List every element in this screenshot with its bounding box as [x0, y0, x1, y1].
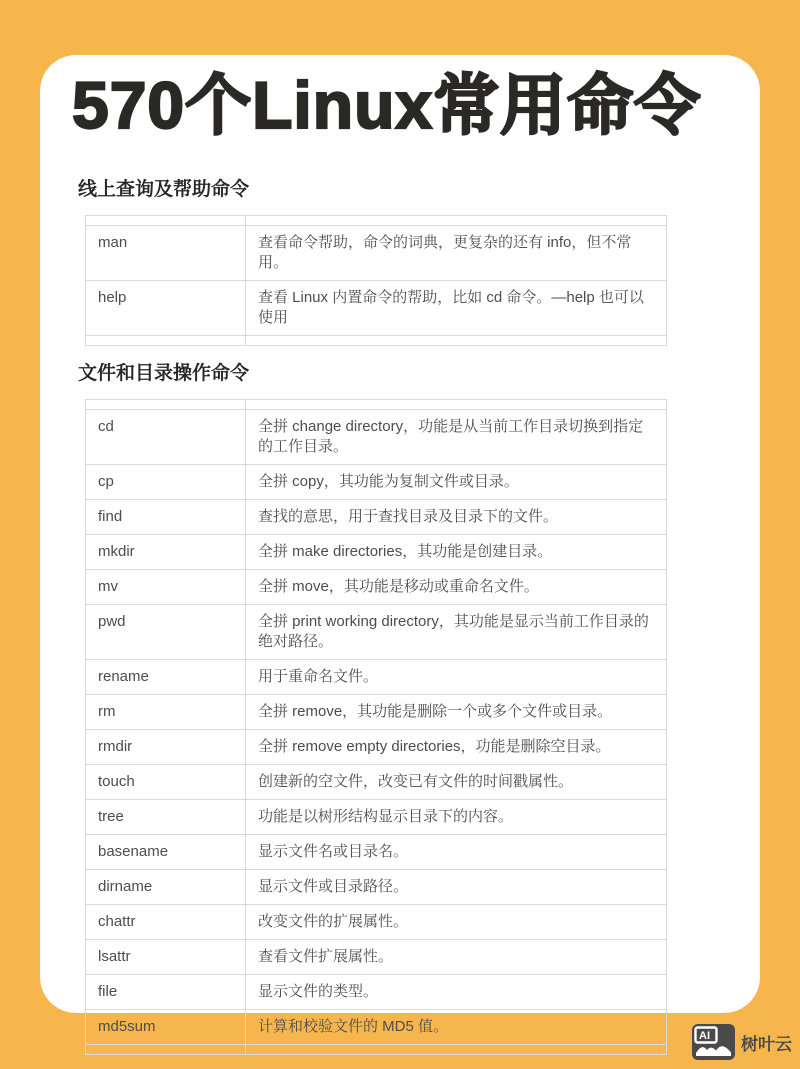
table-partial-row [86, 336, 666, 346]
table-partial-row [86, 1045, 666, 1055]
command-cell: rename [86, 660, 246, 694]
brand-name: 树叶云 [741, 1034, 792, 1054]
command-cell: mv [86, 570, 246, 604]
description-cell: 查看文件扩展属性。 [258, 947, 394, 965]
ai-image-logo-icon [692, 1024, 735, 1060]
table-row [86, 800, 666, 835]
table-partial-row [86, 400, 666, 410]
file-dir-commands-table [85, 399, 667, 1055]
command-cell: rm [86, 695, 246, 729]
description-cell: 全拼 change directory，功能是从当前工作目录切换到指定的工作目录。 [258, 417, 644, 455]
description-cell: 显示文件的类型。 [258, 982, 379, 1000]
command-cell: help [86, 281, 246, 335]
table-row [86, 765, 666, 800]
description-cell: 查找的意思，用于查找目录及目录下的文件。 [258, 507, 559, 525]
description-cell: 显示文件名或目录名。 [258, 842, 409, 860]
command-cell: find [86, 500, 246, 534]
table-row [86, 605, 666, 660]
table-row [86, 660, 666, 695]
description-cell: 改变文件的扩展属性。 [258, 912, 409, 930]
description-cell: 全拼 remove，其功能是删除一个或多个文件或目录。 [258, 702, 613, 720]
command-cell: man [86, 226, 246, 280]
command-cell: lsattr [86, 940, 246, 974]
table-row [86, 730, 666, 765]
description-cell: 全拼 move，其功能是移动或重命名文件。 [258, 577, 539, 595]
table-row [86, 835, 666, 870]
command-cell: pwd [86, 605, 246, 659]
table-row [86, 975, 666, 1010]
description-cell: 计算和校验文件的 MD5 值。 [258, 1017, 449, 1035]
command-cell: file [86, 975, 246, 1009]
table-row [86, 1010, 666, 1045]
command-cell: dirname [86, 870, 246, 904]
table-row [86, 281, 666, 336]
table-partial-row [86, 216, 666, 226]
description-cell: 创建新的空文件，改变已有文件的时间戳属性。 [258, 772, 574, 790]
table-row [86, 535, 666, 570]
command-cell: mkdir [86, 535, 246, 569]
help-commands-table [85, 215, 667, 346]
description-cell: 全拼 print working directory，其功能是显示当前工作目录的绝对路径。 [258, 612, 649, 650]
command-cell: cd [86, 410, 246, 464]
command-cell: chattr [86, 905, 246, 939]
table-row [86, 410, 666, 465]
command-cell: touch [86, 765, 246, 799]
page-title: 570个Linux常用命令 [72, 68, 702, 142]
section-heading-file-dir: 文件和目录操作命令 [78, 362, 250, 384]
table-row [86, 226, 666, 281]
command-cell: cp [86, 465, 246, 499]
description-cell: 查看 Linux 内置命令的帮助，比如 cd 命令。—help 也可以使用 [258, 288, 644, 326]
command-cell: md5sum [86, 1010, 246, 1044]
table-row [86, 465, 666, 500]
description-cell: 用于重命名文件。 [258, 667, 379, 685]
table-row [86, 940, 666, 975]
table-row [86, 695, 666, 730]
section-heading-online-help: 线上查询及帮助命令 [78, 178, 250, 200]
description-cell: 全拼 remove empty directories，功能是删除空目录。 [258, 737, 611, 755]
table-row [86, 500, 666, 535]
command-cell: basename [86, 835, 246, 869]
description-cell: 显示文件或目录路径。 [258, 877, 409, 895]
content-card [40, 55, 760, 1035]
table-row [86, 905, 666, 940]
command-cell: rmdir [86, 730, 246, 764]
table-row [86, 570, 666, 605]
description-cell: 全拼 copy，其功能为复制文件或目录。 [258, 472, 519, 490]
description-cell: 全拼 make directories，其功能是创建目录。 [258, 542, 553, 560]
table-row [86, 870, 666, 905]
description-cell: 查看命令帮助，命令的词典，更复杂的还有 info，但不常用。 [258, 233, 632, 271]
command-cell: tree [86, 800, 246, 834]
brand-footer [692, 1024, 792, 1060]
logo-ai-label: AI [699, 1030, 710, 1042]
description-cell: 功能是以树形结构显示目录下的内容。 [258, 807, 514, 825]
